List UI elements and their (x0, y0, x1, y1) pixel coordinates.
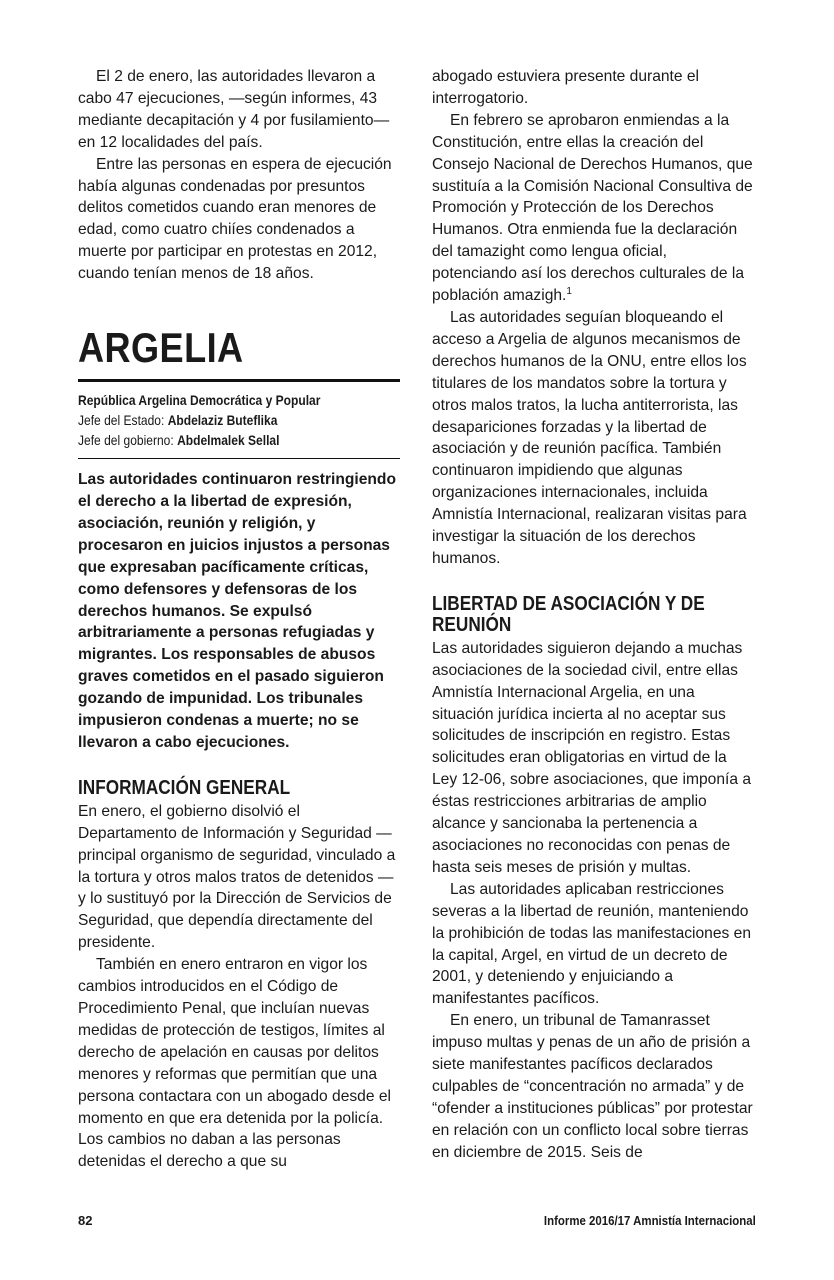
paragraph: Las autoridades aplicaban restricciones severas a la libertad de reunión, manteniendo la prohibición de todas las manifestaciones en la capital, Argel, en virtud de un decreto de 2001, y deteniendo y enjuiciando a manifestantes pacíficos. (432, 880, 752, 1008)
info-divider (78, 458, 400, 459)
paragraph: En enero, un tribunal de Tamanrasset impuso multas y penas de un año de prisión a siete manifestantes pacíficos declarados culpables de “concentración no armada” y de “ofender a instituciones públicas” por protestar en relación con un conflicto local sobre tierras en diciembre de 2015. Seis de (432, 1012, 753, 1161)
head-of-state-name: Abdelaziz Buteflika (167, 412, 278, 429)
paragraph: abogado estuviera presente durante el interrogatorio. (432, 68, 700, 107)
paragraph: Las autoridades siguieron dejando a muchas asociaciones de la sociedad civil, entre ellas Amnistía Internacional Argelia, en una situación jurídica incierta al no aceptar sus solicitudes de inscripción en registro. Estas solicitudes eran obligatorias en virtud de la Ley 12-06, sobre asociaciones, que imponía a éstas restricciones arbitrarias de amplio alcance y sancionaba la pertenencia a asociaciones no reconocidas con penas de hasta seis meses de prisión y multas. (432, 639, 752, 876)
country-title: ARGELIA (78, 324, 244, 372)
page-number: 82 (78, 1213, 93, 1228)
paragraph-text: En febrero se aprobaron enmiendas a la Constitución, entre ellas la creación del Consejo Nacional de Derechos Humanos, que sustituía a la Comisión Nacional Consultiva de Promoción y Protección de los Derechos Humanos. Otra enmienda fue la declaración del tamazight como lengua oficial, potenciando así los derechos culturales de la población amazigh. (432, 111, 753, 305)
head-of-state-label: Jefe del Estado: (78, 412, 168, 429)
paragraph: En enero, el gobierno disolvió el Departamento de Información y Seguridad — principal organismo de seguridad, vinculado a la tortura y otros malos tratos de detenidos — y lo sustituyó por la Dirección de Servicios de Seguridad, que dependía directamente del presidente. (78, 802, 396, 952)
paragraph: También en enero entraron en vigor los cambios introducidos en el Código de Procedimiento Penal, que incluían nuevas medidas de protección de testigos, límites al derecho de apelación en causas por delitos menores y reformas que permitían que una persona contactara con un abogado desde el momento en que era detenida por la policía. Los cambios no daban a las personas detenidas el derecho a que su (78, 956, 391, 1171)
official-name: República Argelina Democrática y Popular (78, 392, 321, 409)
right-column (432, 66, 754, 1164)
paragraph-constitution (432, 110, 754, 307)
summary-paragraph: Las autoridades continuaron restringiendo el derecho a la libertad de expresión, asociación, reunión y religión, y procesaron en juicios injustos a personas que expresaban pacíficamente críticas, como defensores y defensoras de los derechos humanos. Se expulsó arbitrariamente a personas refugiadas y migrantes. Los responsables de abusos graves cometidos en el pasado siguieron gozando de impunidad. Los tribunales impusieron condenas a muerte; no se llevaron a cabo ejecuciones. (78, 471, 396, 751)
paragraph: Las autoridades seguían bloqueando el acceso a Argelia de algunos mecanismos de derechos humanos de la ONU, entre ellos los titulares de los mandatos sobre la tortura y otros malos tratos, la lucha antiterrorista, las desapariciones forzadas y la libertad de asociación y de reunión pacífica. También continuaron impidiendo que algunas organizaciones internacionales, incluida Amnistía Internacional, realizaran visitas para investigar la situación de los derechos humanos. (432, 308, 747, 567)
country-info-block (78, 382, 400, 458)
head-of-government-name: Abdelmalek Sellal (177, 432, 280, 449)
paragraph: Entre las personas en espera de ejecución había algunas condenadas por presuntos delitos cometidos cuando eran menores de edad, como cuatro chiíes condenados a muerte por participar en protestas en 2012, cuando tenían menos de 18 años. (78, 155, 392, 283)
head-of-government-label: Jefe del gobierno: (78, 432, 178, 449)
footnote-marker: 1 (566, 285, 572, 297)
section-heading-association: LIBERTAD DE ASOCIACIÓN Y DE REUNIÓN (432, 592, 705, 636)
section-heading-general: INFORMACIÓN GENERAL (78, 776, 291, 799)
paragraph: El 2 de enero, las autoridades llevaron a cabo 47 ejecuciones, —según informes, 43 mediante decapitación y 4 por fusilamiento— en 12 localidades del país. (78, 68, 390, 151)
left-column (78, 66, 400, 1173)
publication-footer: Informe 2016/17 Amnistía Internacional (544, 1213, 756, 1228)
